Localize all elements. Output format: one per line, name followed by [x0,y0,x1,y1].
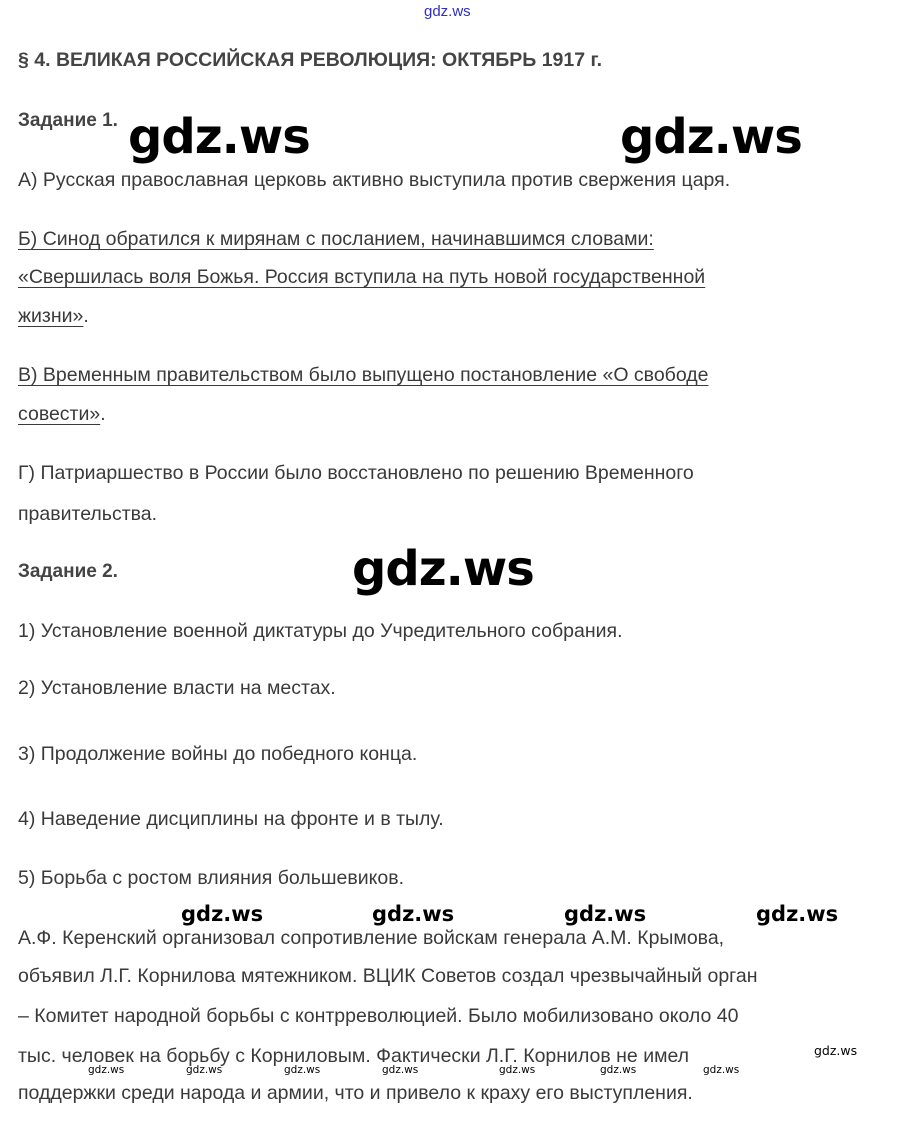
paragraph-line: поддержки среди народа и армии, что и привело к краху его выступления. [18,1082,693,1104]
answer-b-line3-text: жизни» [18,305,84,327]
task1-heading: Задание 1. [18,110,118,131]
watermark-medium: gdz.ws [564,902,647,926]
watermark-small: gdz.ws [284,1064,321,1076]
task2-item: 3) Продолжение войны до победного конца. [18,743,418,765]
page-title: § 4. ВЕЛИКАЯ РОССИЙСКАЯ РЕВОЛЮЦИЯ: ОКТЯБРЬ 1917 г. [18,49,603,71]
answer-b-line3 [18,305,89,328]
answer-b-line1: Б) Синод обратился к мирянам с посланием, начинавшимся словами: [18,228,654,250]
answer-g-line2: правительства. [18,503,158,525]
task2-item: 4) Наведение дисциплины на фронте и в тылу. [18,808,444,830]
answer-v-line2-text: совести» [18,403,101,425]
task2-heading: Задание 2. [18,561,118,582]
watermark-top: gdz.ws [424,3,471,20]
watermark-small: gdz.ws [703,1064,740,1076]
paragraph-line: А.Ф. Керенский организовал сопротивление войскам генерала А.М. Крымова, [18,927,725,949]
watermark-large: gdz.ws [352,541,534,597]
watermark-medium: gdz.ws [372,902,455,926]
watermark-medium: gdz.ws [756,902,839,926]
watermark-small: gdz.ws [382,1064,419,1076]
answer-a: А) Русская православная церковь активно выступила против свержения царя. [18,169,731,191]
task2-item: 2) Установление власти на местах. [18,677,336,699]
answer-v-line2 [18,403,106,426]
answer-g-line1: Г) Патриаршество в России было восстановлено по решению Временного [18,462,694,484]
watermark-small: gdz.ws [814,1043,858,1058]
watermark-small: gdz.ws [499,1064,536,1076]
answer-b-line2: «Свершилась воля Божья. Россия вступила на путь новой государственной [18,266,706,288]
paragraph-line: – Комитет народной борьбы с контрреволюцией. Было мобилизовано около 40 [18,1005,739,1027]
watermark-small: gdz.ws [186,1064,223,1076]
paragraph-line: объявил Л.Г. Корнилова мятежником. ВЦИК Советов создал чрезвычайный орган [18,965,758,987]
watermark-large: gdz.ws [620,109,802,165]
period: . [100,403,106,425]
watermark-large: gdz.ws [128,109,310,165]
watermark-small: gdz.ws [600,1064,637,1076]
watermark-medium: gdz.ws [181,902,264,926]
paragraph-line: тыс. человек на борьбу с Корниловым. Фактически Л.Г. Корнилов не имел [18,1045,690,1067]
period: . [83,305,89,327]
watermark-small: gdz.ws [88,1064,125,1076]
answer-v-line1: В) Временным правительством было выпущено постановление «О свободе [18,364,709,386]
task2-item: 5) Борьба с ростом влияния большевиков. [18,867,404,889]
task2-item: 1) Установление военной диктатуры до Учредительного собрания. [18,620,623,642]
